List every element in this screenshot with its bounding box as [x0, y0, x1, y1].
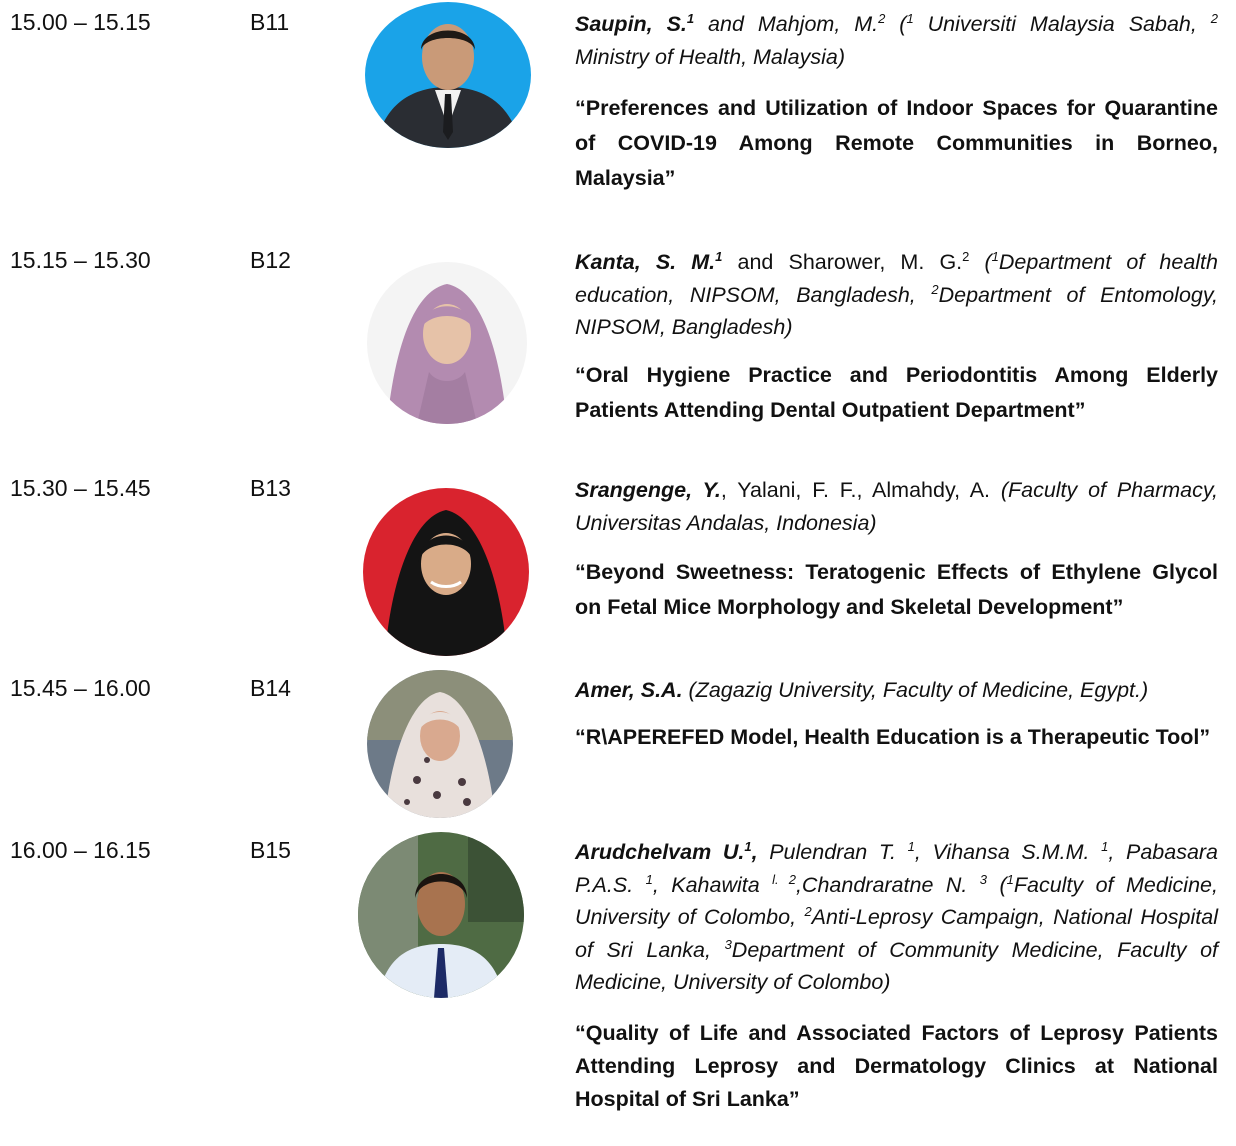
- time-slot: 15.45 – 16.00: [10, 675, 151, 701]
- affiliation: Department of Community Medicine, Faculty of Medicine, University of Colombo): [575, 937, 1219, 994]
- presentation-code: B14: [250, 675, 291, 701]
- presenter-photo: [363, 488, 529, 656]
- time-slot: 15.15 – 15.30: [10, 247, 151, 273]
- author-list: Saupin, S.$^1$ and Mahjom, M.$^2$ ($^1$ Universiti Malaysia Sabah, $^2$ Ministry of Health, Malaysia): [575, 10, 1218, 69]
- affiliation: Faculty of Medicine, University of Colombo,: [575, 872, 1218, 929]
- author-list: Kanta, S. M.$^1$ and Sharower, M. G.$^2$ ($^1$Department of health education, NIPSOM, Bangladesh, $^2$Department of Entomology, NIPSOM, Bangladesh): [575, 248, 1218, 339]
- lead-author: Amer, S.A.: [575, 678, 683, 702]
- lead-author: Kanta, S. M.: [575, 250, 716, 274]
- presentation-title: “Quality of Life and Associated Factors of Leprosy Patients Attending Leprosy and Dermatology Clinics at National Hospital of Sri Lanka”: [575, 1020, 1218, 1111]
- lead-author: Srangenge, Y.: [575, 478, 721, 502]
- author-list: Srangenge, Y., Yalani, F. F., Almahdy, A. (Faculty of Pharmacy, Universitas Andalas, Indonesia): [575, 478, 1218, 535]
- lead-author: Arudchelvam U.: [575, 840, 745, 864]
- author-list: Arudchelvam U.$^1$, Pulendran T. $^1$, Vihansa S.M.M. $^1$, Pabasara P.A.S. $^1$, Kahawita $^{l. 2}$,Chandraratne N. $^3$ ($^1$Faculty of Medicine, University of Colombo, $^2$Anti-Leprosy Campaign, National Hospital of Sri Lanka, $^3$Department of Community Medicine, Faculty of Medicine, University of Colombo): [575, 838, 1219, 994]
- presentation-code: B12: [250, 247, 291, 273]
- time-slot: 16.00 – 16.15: [10, 837, 151, 863]
- affiliation: (Zagazig University, Faculty of Medicine, Egypt.): [682, 678, 1149, 702]
- presentation-title: “Preferences and Utilization of Indoor Spaces for Quarantine of COVID-19 Among Remote Communities in Borneo, Malaysia”: [575, 96, 1218, 190]
- author-list: [575, 674, 1218, 707]
- affiliation: Department of Entomology, NIPSOM, Bangladesh): [575, 282, 1218, 339]
- presenter-photo: [365, 2, 531, 148]
- lead-author: Saupin, S.: [575, 12, 687, 36]
- presenter-photo: [367, 262, 527, 424]
- presentation-title: “Beyond Sweetness: Teratogenic Effects of Ethylene Glycol on Fetal Mice Morphology and Skeletal Development”: [575, 560, 1218, 619]
- presentation-code: B13: [250, 475, 291, 501]
- affiliation: Universiti Malaysia Sabah,: [913, 12, 1211, 36]
- affiliation: Department of health education, NIPSOM, Bangladesh,: [575, 250, 1218, 307]
- time-slot: 15.00 – 15.15: [10, 9, 151, 35]
- presentation-title: “R\APEREFED Model, Health Education is a Therapeutic Tool”: [575, 724, 1211, 749]
- presentation-title: “Oral Hygiene Practice and Periodontitis Among Elderly Patients Attending Dental Outpatient Department”: [575, 362, 1218, 422]
- time-slot: 15.30 – 15.45: [10, 475, 151, 501]
- affiliation: Anti-Leprosy Campaign, National Hospital of Sri Lanka,: [575, 905, 1218, 962]
- affiliation: Ministry of Health, Malaysia): [575, 44, 846, 69]
- presentation-code: B15: [250, 837, 291, 863]
- presentation-code: B11: [250, 9, 290, 35]
- presenter-photo: [358, 832, 524, 998]
- affiliation: (Faculty of Pharmacy, Universitas Andalas, Indonesia): [575, 478, 1218, 535]
- presenter-photo: [367, 670, 513, 818]
